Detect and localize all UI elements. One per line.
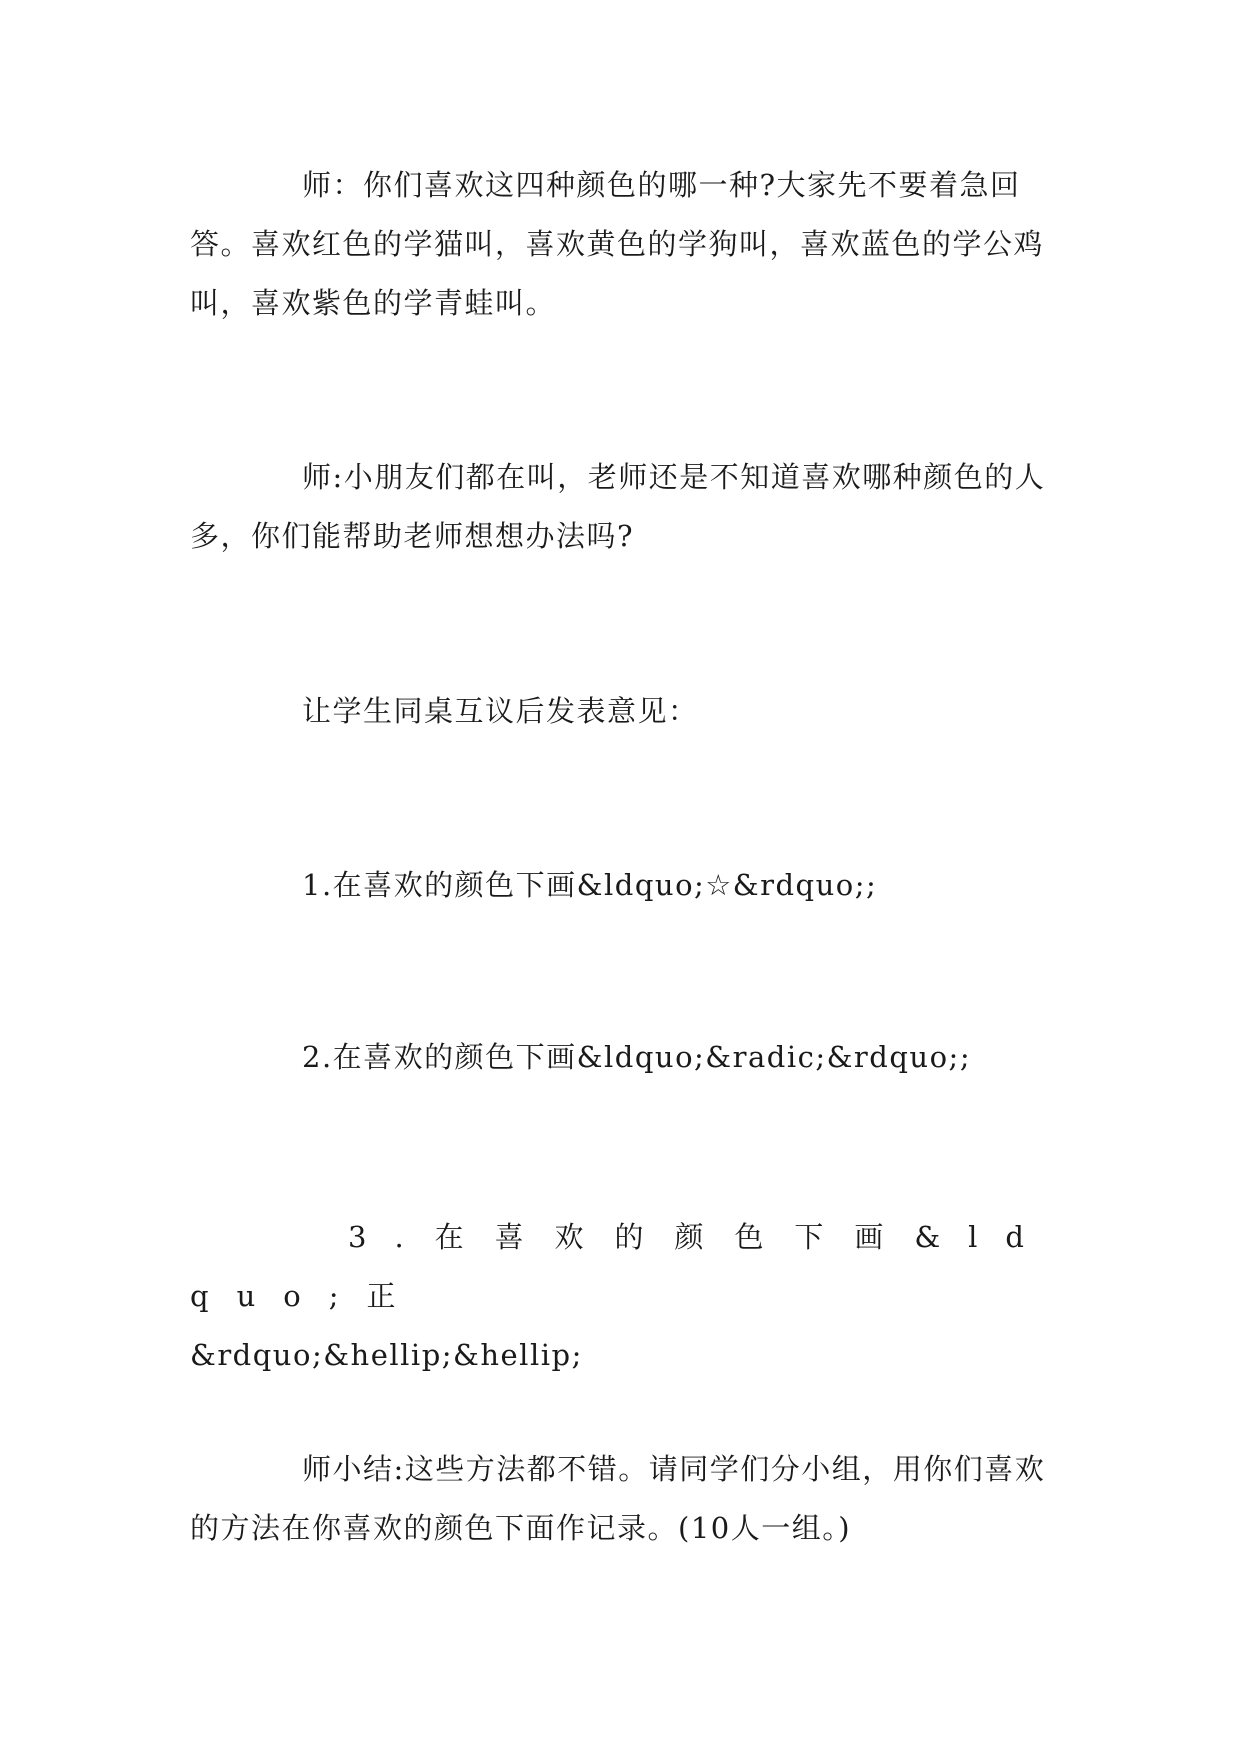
paragraph-teacher-question: 师：你们喜欢这四种颜色的哪一种?大家先不要着急回答。喜欢红色的学猫叫，喜欢黄色的学狗叫，喜欢蓝色的学公鸡叫，喜欢紫色的学青蛙叫。 bbox=[190, 168, 1045, 320]
paragraph-student-discussion: 让学生同桌互议后发表意见： bbox=[302, 694, 699, 728]
paragraph-teacher-summary: 师小结:这些方法都不错。请同学们分小组，用你们喜欢的方法在你喜欢的颜色下面作记录。(10人一组。) bbox=[190, 1452, 1046, 1545]
method-3-text: 3.在喜欢的颜色下画&ldquo;正 bbox=[190, 1220, 1052, 1313]
list-item-method-2: 2.在喜欢的颜色下画&ldquo;&radic;&rdquo;; bbox=[302, 1040, 972, 1074]
method-3-continuation: &rdquo;&hellip;&hellip; bbox=[190, 1338, 583, 1372]
list-item-method-1: 1.在喜欢的颜色下画&ldquo;☆&rdquo;; bbox=[302, 868, 878, 902]
list-item-method-3 bbox=[190, 1208, 1052, 1385]
paragraph-teacher-ask-help: 师:小朋友们都在叫，老师还是不知道喜欢哪种颜色的人多，你们能帮助老师想想办法吗? bbox=[190, 460, 1046, 553]
